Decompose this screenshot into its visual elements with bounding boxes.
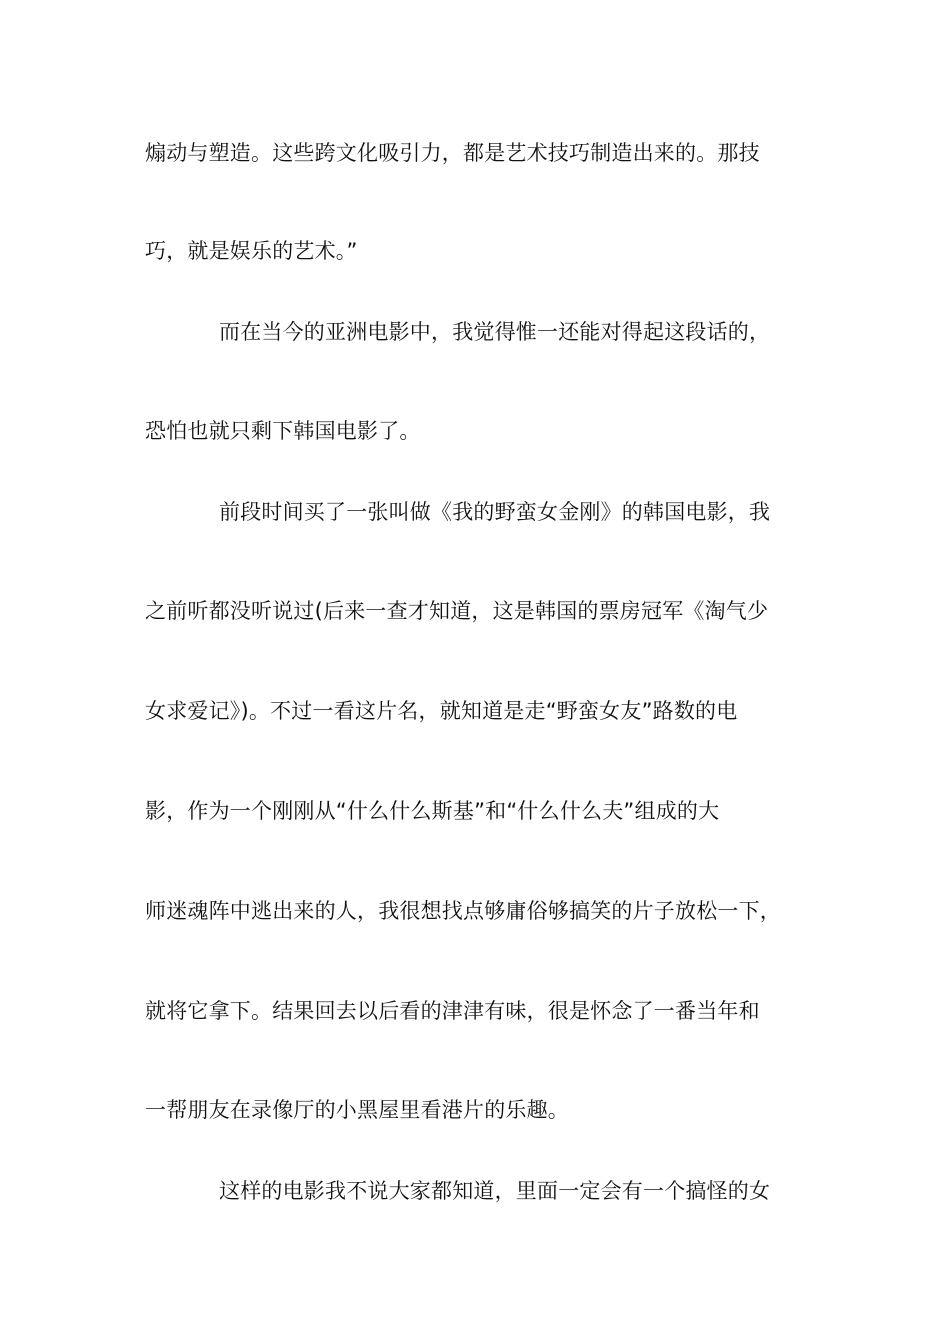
- text-line: 煽动与塑造。这些跨文化吸引力，都是艺术技巧制造出来的。那技: [145, 141, 760, 165]
- paragraph-start-line: 而在当今的亚洲电影中，我觉得惟一还能对得起这段话的，: [219, 320, 771, 344]
- text-line: 师迷魂阵中逃出来的人，我很想找点够庸俗够搞笑的片子放松一下，: [145, 899, 781, 923]
- text-line: 巧，就是娱乐的艺术。”: [145, 239, 358, 263]
- text-line: 女求爱记》)。不过一看这片名，就知道是走“野蛮女友”路数的电: [145, 699, 738, 723]
- text-line: 就将它拿下。结果回去以后看的津津有味，很是怀念了一番当年和: [145, 999, 760, 1023]
- text-line: 恐怕也就只剩下韩国电影了。: [145, 419, 421, 443]
- text-line: 之前听都没听说过(后来一查才知道，这是韩国的票房冠军《淘气少: [145, 599, 769, 623]
- paragraph-start-line: 前段时间买了一张叫做《我的野蛮女金刚》的韩国电影，我: [219, 500, 771, 524]
- text-line: 影，作为一个刚刚从“什么什么斯基”和“什么什么夫”组成的大: [145, 799, 720, 823]
- text-line: 一帮朋友在录像厅的小黑屋里看港片的乐趣。: [145, 1098, 569, 1122]
- paragraph-start-line: 这样的电影我不说大家都知道，里面一定会有一个搞怪的女: [219, 1179, 771, 1203]
